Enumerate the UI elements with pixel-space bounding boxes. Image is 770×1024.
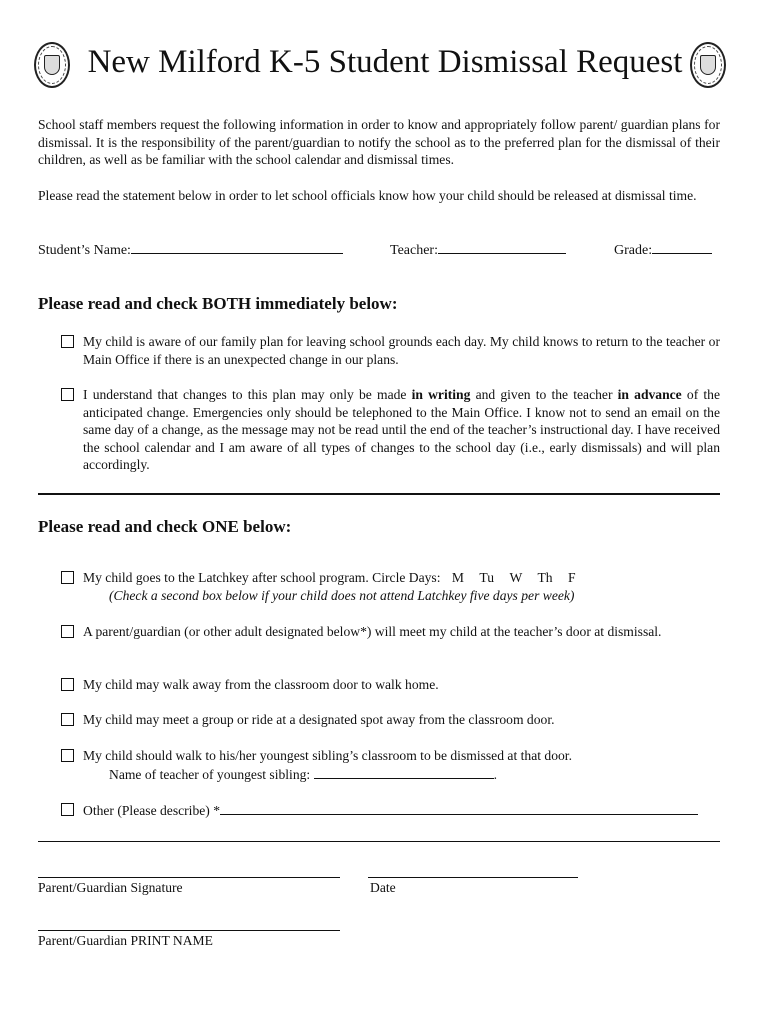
date-label: Date bbox=[370, 880, 396, 895]
intro-paragraph-2: Please read the statement below in order to let school officials know how your child should be released at dismissal time. bbox=[38, 188, 697, 203]
student-name-blank[interactable] bbox=[131, 240, 343, 254]
day-tuesday[interactable]: Tu bbox=[479, 570, 495, 585]
grade-field[interactable] bbox=[614, 240, 712, 260]
parent-meet-checkbox[interactable] bbox=[61, 625, 74, 638]
other-field[interactable] bbox=[83, 801, 720, 820]
other-checkbox[interactable] bbox=[61, 803, 74, 816]
grade-blank[interactable] bbox=[652, 240, 712, 254]
teacher-field[interactable] bbox=[390, 240, 566, 260]
sibling-teacher-blank[interactable] bbox=[314, 765, 494, 779]
school-seal-left-icon bbox=[34, 42, 70, 88]
signature-label: Parent/Guardian Signature bbox=[38, 880, 183, 895]
sibling-teacher-field[interactable]: Name of teacher of youngest sibling: . bbox=[109, 767, 498, 782]
intro-paragraph-1: School staff members request the following information in order to know and appropriately follow parent/ guardian plans for dismissal. It is the responsibility of the parent/guardian to notify the school as to the preferred plan for the dismissal of their children, as well as be familiar with the school calendar and dismissal times. bbox=[38, 117, 720, 167]
group-ride-text: My child may meet a group or ride at a designated spot away from the classroom door. bbox=[83, 712, 555, 727]
family-plan-text: My child is aware of our family plan for leaving school grounds each day. My child knows to return to the teacher or Main Office if there is an unexpected change in our plans. bbox=[83, 334, 720, 367]
section-one-heading: Please read and check ONE below: bbox=[38, 517, 292, 536]
student-name-field[interactable] bbox=[38, 240, 343, 260]
parent-meet-text: A parent/guardian (or other adult designated below*) will meet my child at the teacher’s door at dismissal. bbox=[83, 624, 662, 639]
walk-home-checkbox[interactable] bbox=[61, 678, 74, 691]
date-line[interactable] bbox=[368, 877, 578, 878]
grade-label: Grade: bbox=[614, 243, 653, 258]
latchkey-note: (Check a second box below if your child does not attend Latchkey five days per week) bbox=[109, 588, 575, 603]
print-name-label: Parent/Guardian PRINT NAME bbox=[38, 933, 213, 948]
other-label: Other (Please describe) * bbox=[83, 803, 221, 818]
section-divider bbox=[38, 493, 720, 495]
changes-in-writing-checkbox[interactable] bbox=[61, 388, 74, 401]
day-thursday[interactable]: Th bbox=[537, 570, 553, 585]
sibling-text: My child should walk to his/her youngest sibling’s classroom to be dismissed at that door. bbox=[83, 748, 572, 763]
other-blank[interactable] bbox=[220, 801, 698, 815]
sibling-checkbox[interactable] bbox=[61, 749, 74, 762]
school-seal-right-icon bbox=[690, 42, 726, 88]
signature-line[interactable] bbox=[38, 877, 340, 878]
group-ride-checkbox[interactable] bbox=[61, 713, 74, 726]
day-monday[interactable]: M bbox=[451, 570, 464, 585]
walk-home-text: My child may walk away from the classroom door to walk home. bbox=[83, 677, 439, 692]
latchkey-text: My child goes to the Latchkey after school program. Circle Days: M Tu W Th F bbox=[83, 570, 576, 585]
day-wednesday[interactable]: W bbox=[509, 570, 523, 585]
other-description-line[interactable] bbox=[38, 841, 720, 842]
teacher-blank[interactable] bbox=[438, 240, 566, 254]
page-title: New Milford K-5 Student Dismissal Request bbox=[87, 44, 683, 80]
teacher-label: Teacher: bbox=[390, 243, 438, 258]
sibling-teacher-label: Name of teacher of youngest sibling: bbox=[109, 767, 311, 782]
changes-in-writing-text: I understand that changes to this plan may only be made in writing and given to the teacher in advance of the anticipated change. Emergencies only should be telephoned to the Main Office. I know not to send an email on the same day of a change, as the message may not be read until the end of the teacher’s instructional day. I have received the school calendar and I am aware of all types of changes to the school day (i.e., early dismissals) and will plan accordingly. bbox=[83, 387, 720, 472]
family-plan-checkbox[interactable] bbox=[61, 335, 74, 348]
latchkey-checkbox[interactable] bbox=[61, 571, 74, 584]
print-name-line[interactable] bbox=[38, 930, 340, 931]
student-name-label: Student’s Name: bbox=[38, 243, 131, 258]
section-both-heading: Please read and check BOTH immediately below: bbox=[38, 294, 398, 313]
day-friday[interactable]: F bbox=[567, 570, 576, 585]
